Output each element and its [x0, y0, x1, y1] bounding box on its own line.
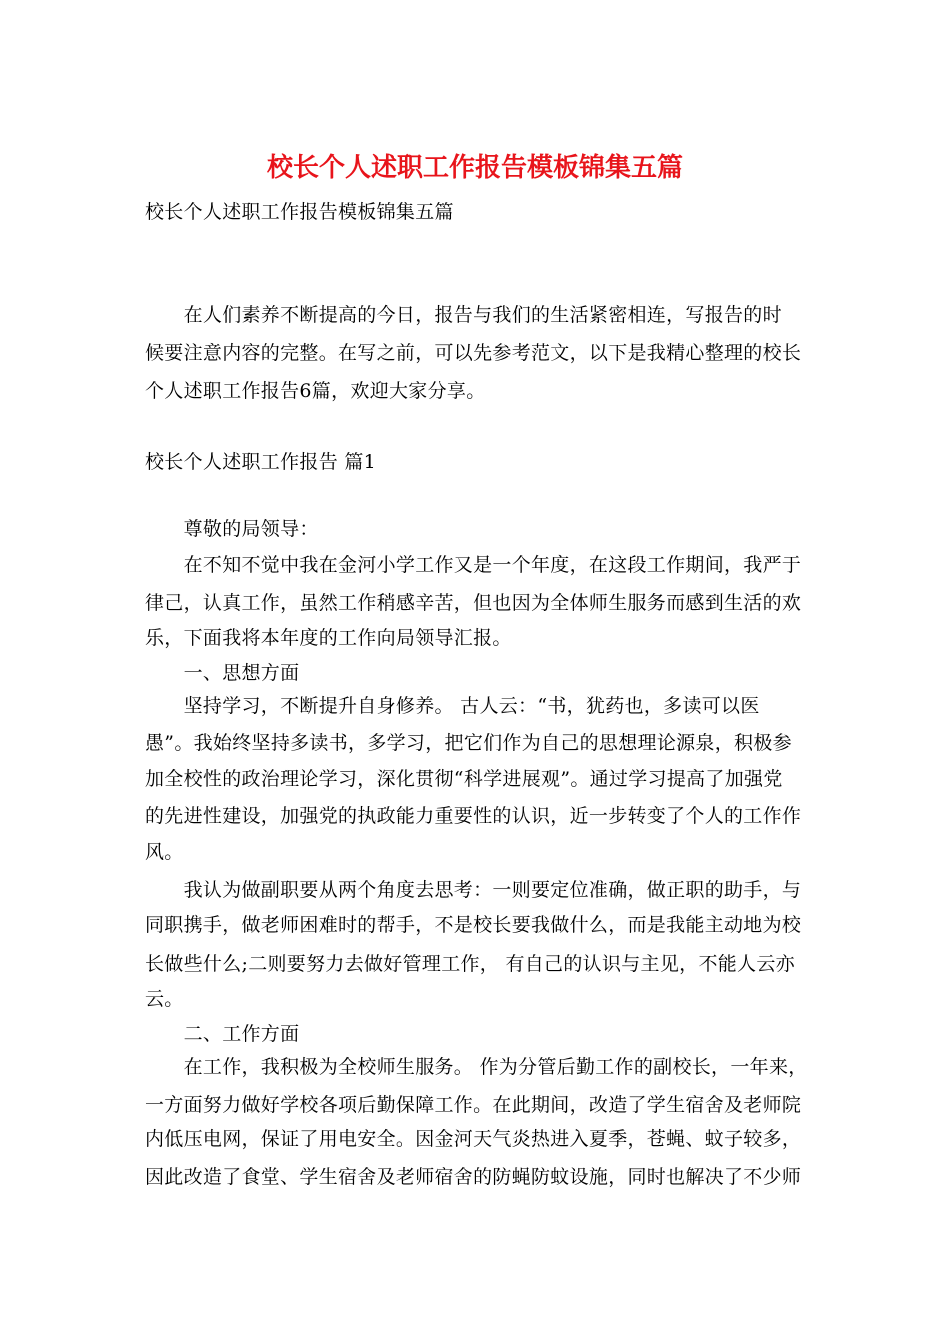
- intro-line: 候要注意内容的完整。在写之前，可以先参考范文，以下是我精心整理的校长: [145, 342, 802, 364]
- body-line: 云。: [145, 988, 184, 1010]
- intro-line: 在人们素养不断提高的今日，报告与我们的生活紧密相连，写报告的时: [145, 304, 782, 326]
- body-line: 的先进性建设，加强党的执政能力重要性的认识，近一步转变了个人的工作作: [145, 805, 802, 827]
- body-line: 内低压电网，保证了用电安全。因金河天气炎热进入夏季，苍蝇、蚊子较多，: [145, 1128, 802, 1150]
- document-subtitle: 校长个人述职工作报告模板锦集五篇: [145, 201, 454, 223]
- body-line: 坚持学习，不断提升自身修养。 古人云：“书，犹药也，多读可以医: [145, 695, 760, 717]
- body-line: 在不知不觉中我在金河小学工作又是一个年度，在这段工作期间，我严于: [145, 554, 802, 576]
- body-line: 我认为做副职要从两个角度去思考：一则要定位准确，做正职的助手，与: [145, 879, 802, 901]
- body-line: 因此改造了食堂、学生宿舍及老师宿舍的防蝇防蚊设施，同时也解决了不少师: [145, 1166, 802, 1188]
- body-line: 长做些什么;二则要努力去做好管理工作， 有自己的认识与主见，不能人云亦: [145, 953, 795, 975]
- body-line: 乐，下面我将本年度的工作向局领导汇报。: [145, 627, 512, 649]
- body-line: 律己，认真工作，虽然工作稍感辛苦，但也因为全体师生服务而感到生活的欢: [145, 592, 802, 614]
- body-line: 加全校性的政治理论学习，深化贯彻“科学进展观”。通过学习提高了加强党: [145, 768, 783, 790]
- body-line: 同职携手，做老师困难时的帮手，不是校长要我做什么，而是我能主动地为校: [145, 914, 802, 936]
- subheading-line: 一、思想方面: [145, 662, 300, 684]
- section-heading: 校长个人述职工作报告 篇1: [145, 451, 377, 473]
- body-line: 一方面努力做好学校各项后勤保障工作。在此期间，改造了学生宿舍及老师院: [145, 1094, 802, 1116]
- body-line: 愚”。我始终坚持多读书，多学习，把它们作为自己的思想理论源泉，积极参: [145, 732, 792, 754]
- salutation-line: 尊敬的局领导：: [145, 518, 319, 540]
- body-line: 风。: [145, 841, 184, 863]
- document-title: 校长个人述职工作报告模板锦集五篇: [266, 153, 683, 183]
- body-line: 在工作，我积极为全校师生服务。 作为分管后勤工作的副校长，一年来，: [145, 1056, 808, 1078]
- subheading-line: 二、工作方面: [145, 1023, 300, 1045]
- intro-line: 个人述职工作报告6篇，欢迎大家分享。: [145, 380, 486, 402]
